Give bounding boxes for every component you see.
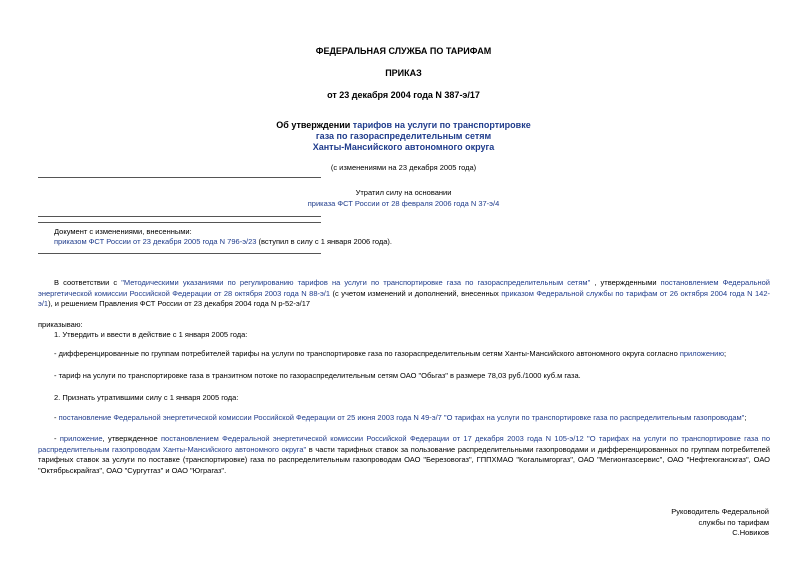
doc-type: ПРИКАЗ — [385, 68, 422, 78]
item1-heading: 1. Утвердить и ввести в действие с 1 января 2005 года: — [54, 330, 248, 339]
signature-line1: Руководитель Федеральной — [671, 507, 769, 516]
agency-name: ФЕДЕРАЛЬНАЯ СЛУЖБА ПО ТАРИФАМ — [315, 46, 492, 56]
item1-bullet2: - тариф на услуги по транспортировке газа в транзитном потоке по газораспределительным сетям ОАО "Обьгаз" в размере 78,03 руб./1000 куб.м газа. — [54, 371, 581, 380]
item2-heading: 2. Признать утратившими силу с 1 января 2005 года: — [54, 393, 239, 402]
divider — [38, 253, 321, 254]
title-link-line1[interactable]: тарифов на услуги по транспортировке — [352, 120, 531, 130]
changes-line — [54, 237, 392, 248]
preamble-text: В соответствии с — [54, 278, 122, 287]
item1-bullet1-end: ; — [723, 349, 727, 358]
title-link-line2[interactable]: газа по газораспределительным сетям — [315, 131, 492, 141]
amended-note: (с изменениями на 23 декабря 2005 года) — [330, 163, 477, 172]
document-title — [0, 120, 807, 153]
order-word: приказываю: — [38, 320, 83, 329]
title-prefix: Об утверждении — [276, 120, 353, 130]
item2-bullet1 — [54, 413, 746, 424]
preamble-link-fek[interactable]: постановлением Федеральной энергетической комиссии Российской Федерации от 28 октября 2003 года N 88-э/1 — [38, 278, 770, 298]
appendix-link-2[interactable]: приложение — [59, 434, 103, 443]
lost-force-text: Утратил силу на основании — [355, 188, 452, 197]
divider — [38, 216, 321, 217]
preamble-link-method[interactable]: "Методическими указаниями по регулированию тарифов на услуги по транспортировке газа по газораспределительным сетям" — [121, 278, 591, 287]
changes-text: Документ с изменениями, внесенными: — [54, 227, 192, 236]
signature-name: С.Новиков — [732, 528, 769, 537]
item1-bullet1 — [54, 349, 726, 360]
preamble-text: ), и решением Правления ФСТ России от 23 декабря 2004 года N р-52-э/17 — [48, 299, 311, 308]
item2-bullet2-text: в части тарифных ставок за пользование распределительными газопроводами и дифференцированных по группам потребителей тарифных ставок за услуги по поставке (транспортировке) газа по распределительным газопроводам ОАО "Березовогаз", ГППХМАО "Когалымгоргаз", ОАО "Мегионгазсервис", ОАО "Нефтеюганскгаз", ОАО "Октябрьскрайгаз", ОАО "Сургутгаз" и ОАО "Юграгаз". — [38, 444, 770, 475]
preamble-text: , утвержденными — [590, 278, 661, 287]
lost-force-link[interactable]: приказа ФСТ России от 28 февраля 2006 года N 37-э/4 — [307, 199, 500, 208]
fek-105-link[interactable]: постановлением Федеральной энергетической комиссии Российской Федерации от 17 декабря 2003 года N 105-э/12 "О тарифах на услуги по транспортировке газа по распределительным газопроводам Ханты-Мансийского автономного округа" — [38, 434, 770, 454]
item2-bullet2-text: , утвержденное — [102, 434, 161, 443]
signature-line2: службы по тарифам — [698, 517, 769, 527]
doc-date-number: от 23 декабря 2004 года N 387-э/17 — [327, 90, 480, 100]
divider — [38, 177, 321, 178]
fek-49-link[interactable]: постановление Федеральной энергетической комиссии Российской Федерации от 25 июня 2003 года N 49-э/7 "О тарифах на услуги по транспортировке газа по распределительным газопроводам" — [58, 413, 745, 422]
item2-bullet2-dash: - — [54, 434, 60, 443]
divider — [38, 222, 321, 223]
preamble-paragraph — [38, 278, 770, 310]
item2-bullet1-end: ; — [744, 413, 747, 422]
preamble-link-fst[interactable]: приказом Федеральной службы по тарифам от 26 октября 2004 года N 142-э/1 — [38, 288, 770, 308]
item2-bullet2 — [38, 434, 770, 476]
item1-bullet1-text: - дифференцированные по группам потребителей тарифы на услуги по транспортировке газа по газораспределительным сетям Ханты-Мансийского автономного округа согласно — [54, 349, 680, 358]
changes-link[interactable]: приказом ФСТ России от 23 декабря 2005 года N 796-э/23 — [54, 237, 257, 246]
appendix-link[interactable]: приложению — [679, 349, 724, 358]
preamble-text: (с учетом изменений и дополнений, внесенных — [330, 288, 502, 298]
signature-block — [671, 507, 769, 539]
item2-bullet1-dash: - — [54, 413, 59, 422]
title-link-line3[interactable]: Ханты-Мансийского автономного округа — [312, 142, 495, 152]
changes-suffix: (вступил в силу с 1 января 2006 года). — [256, 237, 392, 246]
